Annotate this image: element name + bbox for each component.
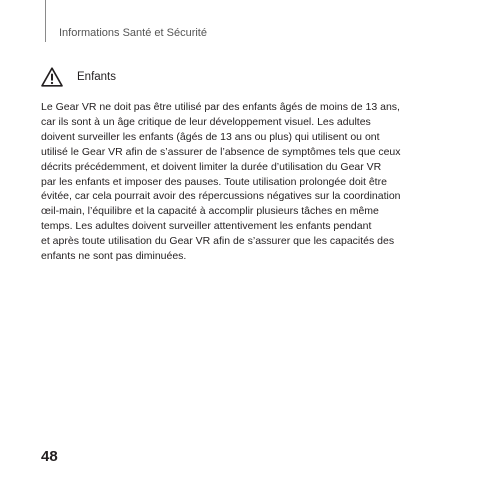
body-paragraph (41, 100, 461, 264)
warning-triangle-icon (41, 67, 63, 87)
body-line: et après toute utilisation du Gear VR afin de s’assurer que les capacités des (41, 235, 395, 248)
body-line: doivent surveiller les enfants (âgés de 13 ans ou plus) qui utilisent ou ont (41, 130, 380, 143)
body-line: enfants ne sont pas diminuées. (41, 250, 187, 263)
warning-heading (41, 66, 116, 88)
body-line: œil-main, l’équilibre et la capacité à accomplir plusieurs tâches en même (41, 205, 379, 218)
warning-title: Enfants (77, 71, 116, 83)
body-line: évitée, car cela pourrait avoir des répercussions négatives sur la coordination (41, 190, 401, 203)
body-line: car ils sont à un âge critique de leur développement visuel. Les adultes (41, 115, 371, 128)
section-header: Informations Santé et Sécurité (59, 27, 207, 39)
body-line: Le Gear VR ne doit pas être utilisé par des enfants âgés de moins de 13 ans, (41, 101, 400, 113)
header-divider (45, 0, 46, 42)
body-line: par les enfants et imposer des pauses. Toute utilisation prolongée doit être (41, 175, 387, 188)
body-line: temps. Les adultes doivent surveiller attentivement les enfants pendant (41, 220, 372, 233)
page-number: 48 (41, 448, 58, 465)
body-line: utilisé le Gear VR afin de s’assurer de l’absence de symptômes tels que ceux (41, 145, 401, 158)
body-line: décrits précédemment, et doivent limiter la durée d’utilisation du Gear VR (41, 160, 382, 173)
